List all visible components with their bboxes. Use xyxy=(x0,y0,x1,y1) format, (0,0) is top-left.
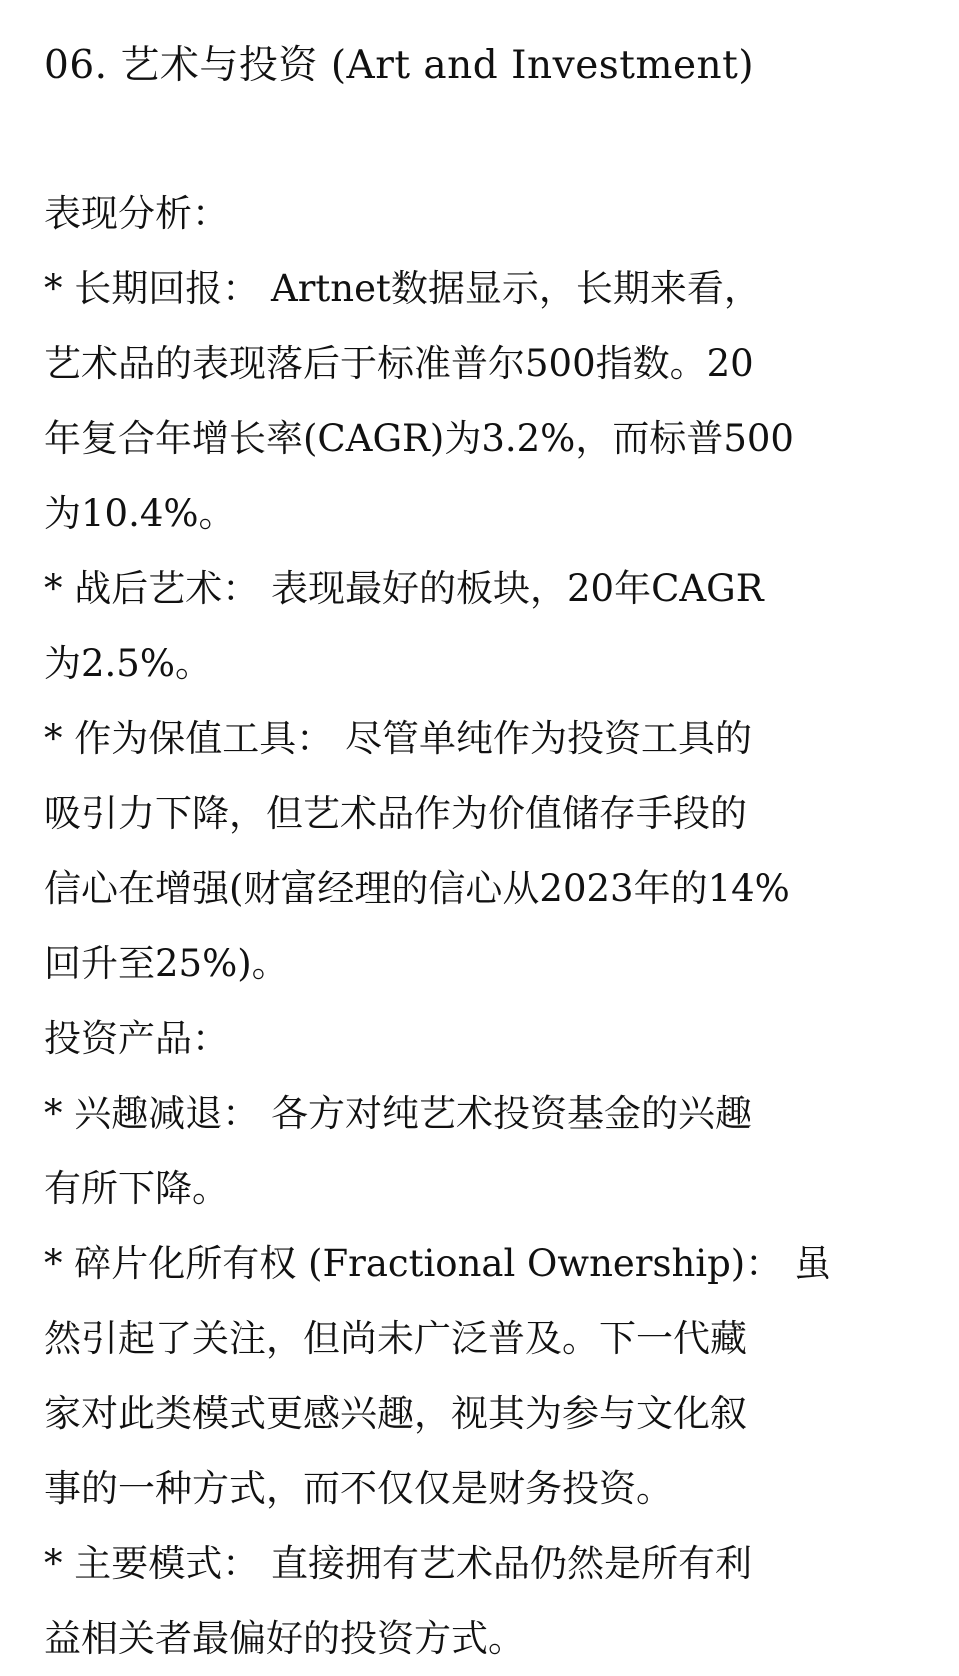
text-line: 然引起了关注，但尚未广泛普及。下一代藏 xyxy=(44,1317,747,1360)
text-line: 家对此类模式更感兴趣，视其为参与文化叙 xyxy=(44,1392,747,1435)
text-line: 为10.4%。 xyxy=(44,492,236,535)
text-line: 吸引力下降，但艺术品作为价值储存手段的 xyxy=(44,792,747,835)
text-line: * 作为保值工具： 尽管单纯作为投资工具的 xyxy=(44,717,753,760)
text-line: * 碎片化所有权 (Fractional Ownership)： 虽 xyxy=(44,1242,832,1285)
text-line: 为2.5%。 xyxy=(44,642,212,685)
text-line: 益相关者最偏好的投资方式。 xyxy=(44,1617,525,1660)
document-body xyxy=(44,176,919,1676)
text-line: 有所下降。 xyxy=(44,1167,229,1210)
text-line: * 战后艺术： 表现最好的板块，20年CAGR xyxy=(44,567,764,610)
text-line: 年复合年增长率(CAGR)为3.2%，而标普500 xyxy=(44,417,794,460)
text-line: * 兴趣减退： 各方对纯艺术投资基金的兴趣 xyxy=(44,1092,753,1135)
section-title: 06. 艺术与投资 (Art and Investment) xyxy=(44,43,755,88)
text-line: * 主要模式： 直接拥有艺术品仍然是所有利 xyxy=(44,1542,753,1585)
text-line: 信心在增强(财富经理的信心从2023年的14% xyxy=(44,867,790,910)
text-line: 回升至25%)。 xyxy=(44,942,289,985)
heading-investment-products: 投资产品： xyxy=(44,1017,229,1060)
heading-performance-analysis: 表现分析： xyxy=(44,192,229,235)
text-line: * 长期回报： Artnet数据显示，长期来看， xyxy=(44,267,761,310)
text-line: 事的一种方式，而不仅仅是财务投资。 xyxy=(44,1467,673,1510)
text-line: 艺术品的表现落后于标准普尔500指数。20 xyxy=(44,342,754,385)
